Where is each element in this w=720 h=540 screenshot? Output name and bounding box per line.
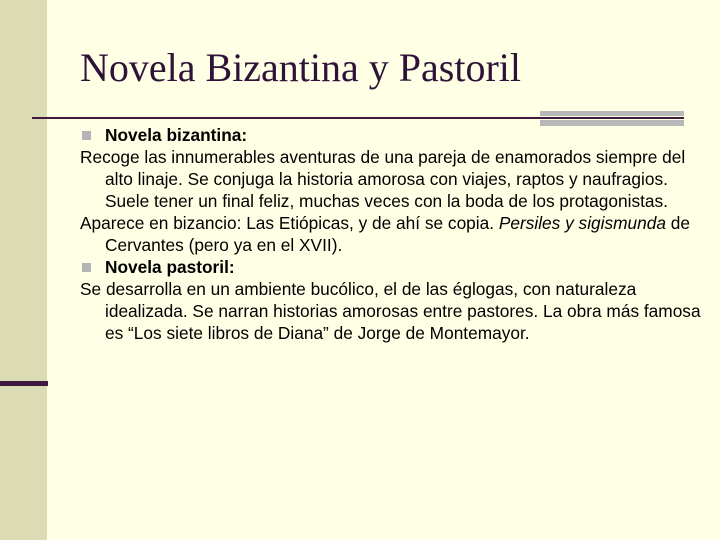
bullet-novela-pastoril (80, 256, 702, 278)
bullet-heading: Novela pastoril: (105, 257, 235, 277)
square-bullet-icon (82, 263, 91, 272)
slide-title: Novela Bizantina y Pastoril (80, 45, 522, 90)
square-bullet-icon (82, 131, 91, 140)
paragraph-text: Recoge las innumerables aventuras de una pareja de enamorados siempre del alto linaje. Se conjuga la historia amorosa con viajes, raptos y naufragios. Suele tener un final feliz, muchas veces con la boda de los protagonistas. (80, 147, 686, 211)
paragraph-bizantina-origin (80, 212, 702, 256)
left-accent-bar (0, 381, 48, 386)
paragraph-text-after: de Cervantes (pero ya en el XVII). (105, 213, 690, 255)
paragraph-pastoril-description (80, 278, 702, 344)
bullet-heading: Novela bizantina: (105, 125, 248, 145)
paragraph-text: Se desarrolla en un ambiente bucólico, el de las églogas, con naturaleza idealizada. Se narran historias amorosas entre pastores. La obra más famosa es “Los siete libros de Diana” de Jorge de Montemayor. (80, 279, 701, 343)
work-title-emphasis: Persiles y sigismunda (498, 213, 666, 233)
paragraph-text-before: Aparece en bizancio: Las Etiópicas, y de ahí se copia. (80, 213, 499, 233)
slide-content (80, 124, 702, 344)
left-decorative-band (0, 0, 47, 540)
bullet-novela-bizantina (80, 124, 702, 146)
paragraph-bizantina-description (80, 146, 702, 212)
